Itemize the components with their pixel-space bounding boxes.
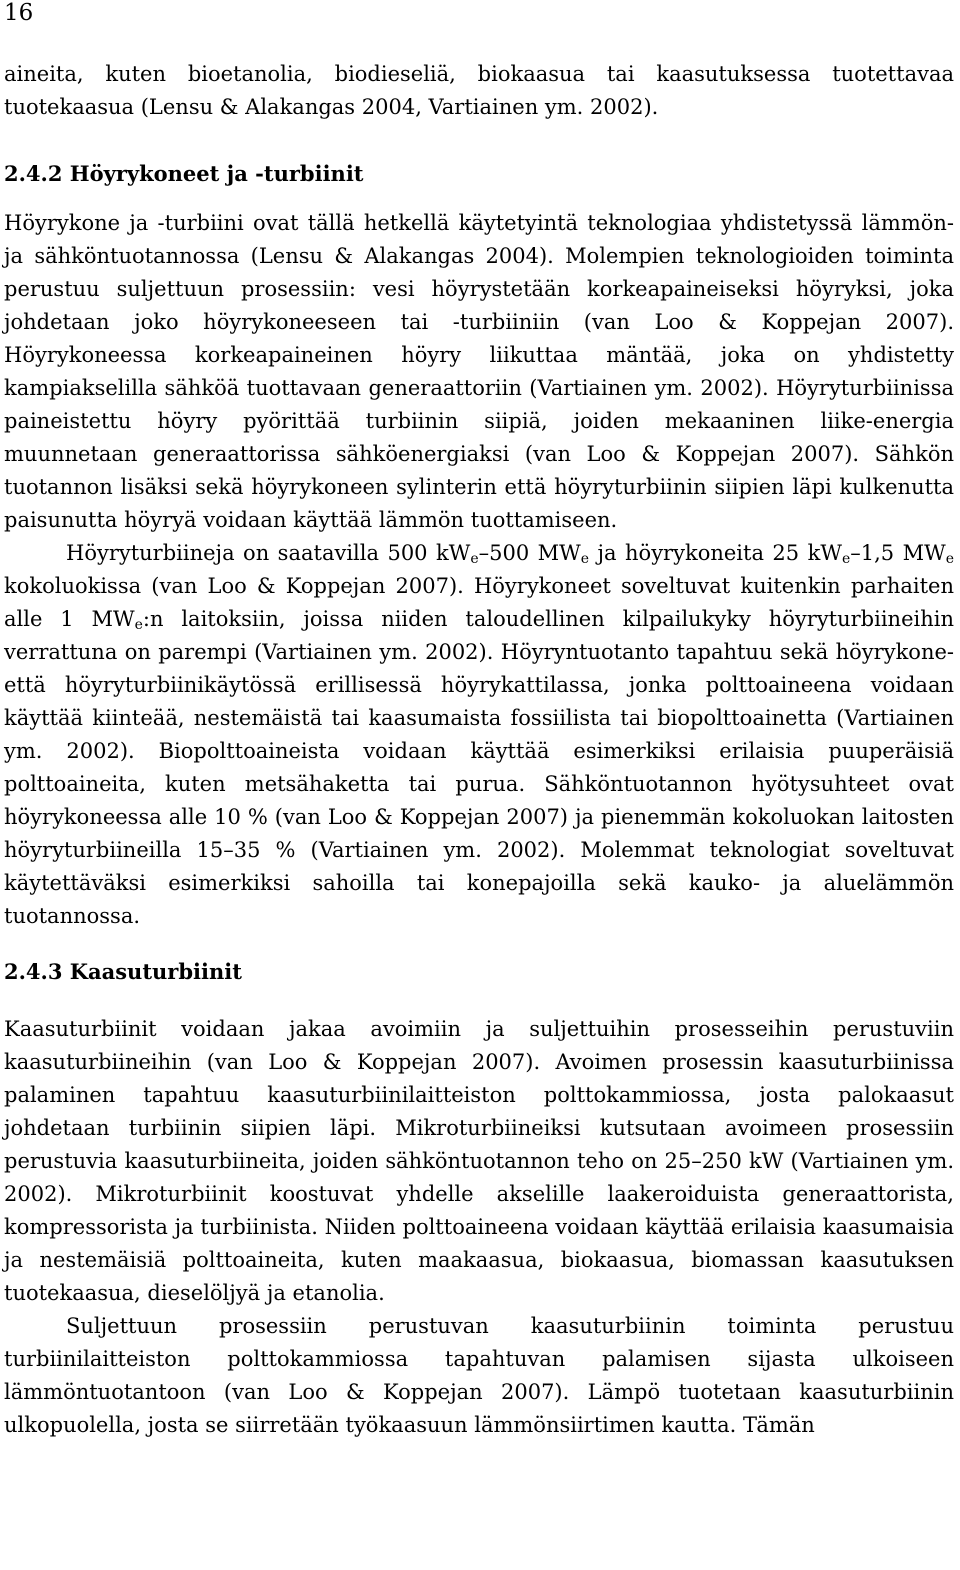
section-2-4-2-paragraph-2: Höyryturbiineja on saatavilla 500 $kW_e-500$ $MW_e$ ja höyrykoneita 25 $kW_e-1,5$ $MW_e$ kokoluokissa (van Loo & Koppejan 2007). Höyrykoneet soveltuvat kuitenkin parhaiten alle 1 $MW_e:n$ laitoksiin, joissa niiden taloudellinen kilpailukyky höyryturbiineihin verrattuna on parempi (Vartiainen ym. 2002). Höyryntuotanto tapahtuu sekä höyrykone- että höyryturbiinikäytössä erillisessä höyrykattilassa, jonka polttoaineena voidaan käyttää kiinteää, nestemäistä tai kaasumaista fossiilista tai biopolttoainetta (Vartiainen ym. 2002). Biopolttoaineista voidaan käyttää esimerkiksi erilaisia puuperäisiä polttoaineita, kuten metsähaketta tai purua. Sähköntuotannon hyötysuhteet ovat höyrykoneessa alle 10 % (van Loo & Koppejan 2007) ja pienemmän kokoluokan laitosten höyryturbiineilla 15–35 % (Vartiainen ym. 2002). Molemmat teknologiat soveltuvat käytettäväksi esimerkiksi sahoilla tai konepajoilla sekä kauko- ja aluelämmön tuotannossa.	[4, 541, 954, 928]
section-heading-2-4-2: 2.4.2 Höyrykoneet ja -turbiinit	[4, 161, 364, 186]
section-heading-2-4-3: 2.4.3 Kaasuturbiinit	[4, 959, 242, 984]
section-2-4-3-paragraph-2: Suljettuun prosessiin perustuvan kaasuturbiinin toiminta perustuu turbiinilaitteiston polttokammiossa tapahtuvan palamisen sijasta ulkoiseen lämmöntuotantoon (van Loo & Koppejan 2007). Lämpö tuotetaan kaasuturbiinin ulkopuolella, josta se siirretään työkaasuun lämmönsiirtimen kautta. Tämän	[4, 1314, 954, 1437]
page-number: 16	[4, 0, 34, 26]
section-2-4-2-paragraph-1: Höyrykone ja -turbiini ovat tällä hetkellä käytetyintä teknologiaa yhdistetyssä lämmön- ja sähköntuotannossa (Lensu & Alakangas 2004). Molempien teknologioiden toiminta perustuu suljettuun prosessiin: vesi höyrystetään korkeapaineiseksi höyryksi, joka johdetaan joko höyrykoneeseen tai -turbiiniin (van Loo & Koppejan 2007). Höyrykoneessa korkeapaineinen höyry liikuttaa mäntää, joka on yhdistetty kampiakselilla sähköä tuottavaan generaattoriin (Vartiainen ym. 2002). Höyryturbiinissa paineistettu höyry pyörittää turbiinin siipiä, joiden mekaaninen liike-energia muunnetaan generaattorissa sähköenergiaksi (van Loo & Koppejan 2007). Sähkön tuotannon lisäksi sekä höyrykoneen sylinterin että höyryturbiinin siipien läpi kulkenutta paisunutta höyryä voidaan käyttää lämmön tuottamiseen.	[4, 211, 954, 532]
section-2-4-3-paragraph-1: Kaasuturbiinit voidaan jakaa avoimiin ja suljettuihin prosesseihin perustuviin kaasuturbiineihin (van Loo & Koppejan 2007). Avoimen prosessin kaasuturbiinissa palaminen tapahtuu kaasuturbiinilaitteiston polttokammiossa, josta palokaasut johdetaan turbiinin siipien läpi. Mikroturbiineiksi kutsutaan avoimeen prosessiin perustuvia kaasuturbiineita, joiden sähköntuotannon teho on 25–250 kW (Vartiainen ym. 2002). Mikroturbiinit koostuvat yhdelle akselille laakeroiduista generaattorista, kompressorista ja turbiinista. Niiden polttoaineena voidaan käyttää erilaisia kaasumaisia ja nestemäisiä polttoaineita, kuten maakaasua, biokaasua, biomassan kaasutuksen tuotekaasua, dieselöljyä ja etanolia.	[4, 1017, 954, 1305]
document-body	[4, 58, 954, 1442]
intro-paragraph: aineita, kuten bioetanolia, biodieseliä, biokaasua tai kaasutuksessa tuotettavaa tuotekaasua (Lensu & Alakangas 2004, Vartiainen ym. 2002).	[4, 62, 954, 119]
